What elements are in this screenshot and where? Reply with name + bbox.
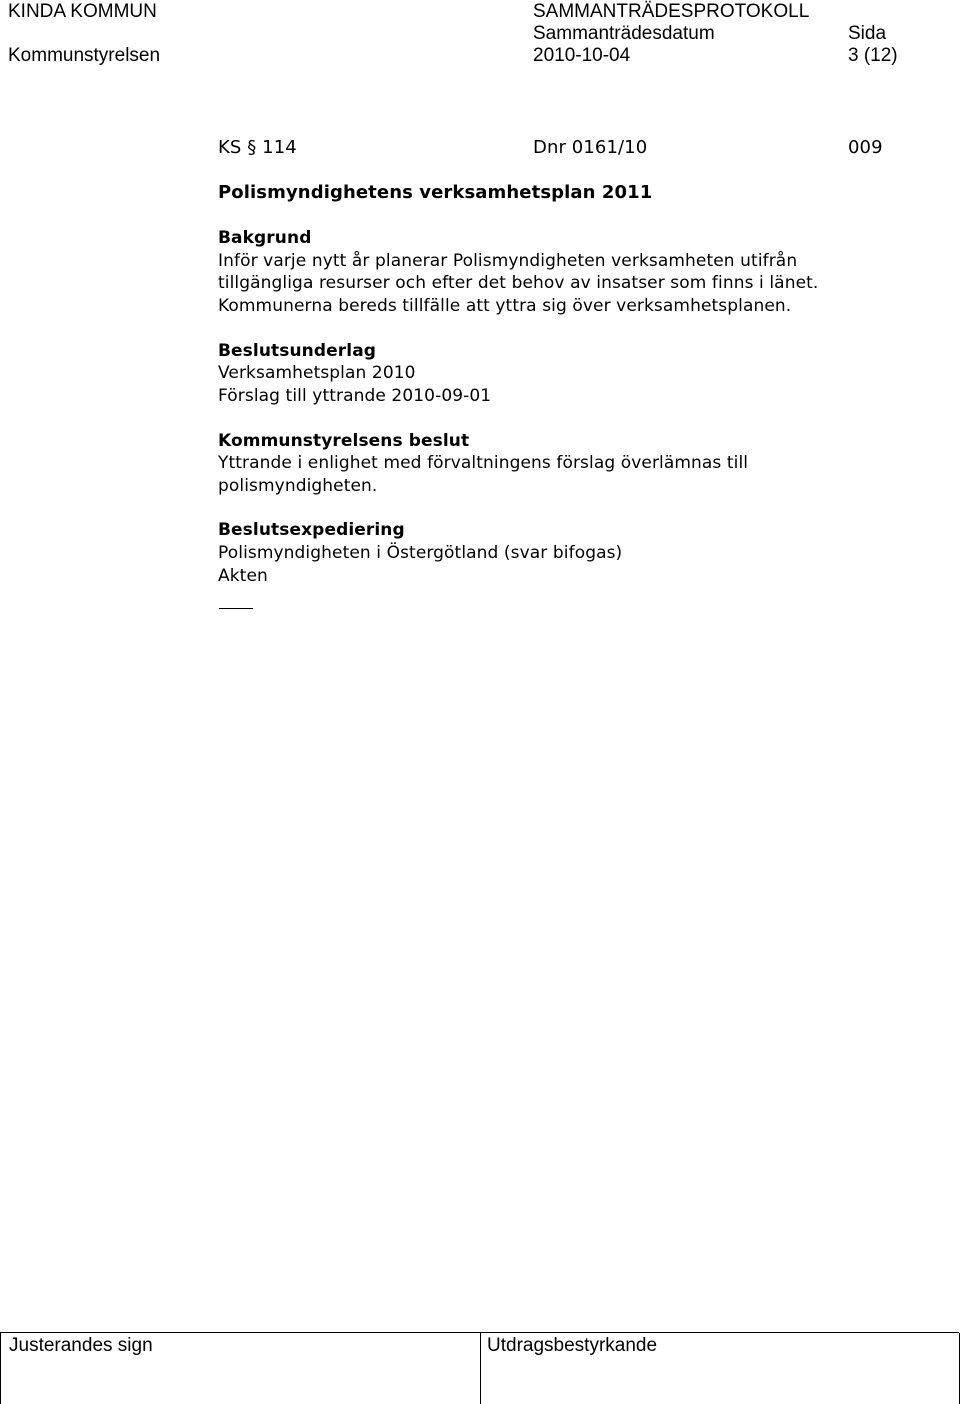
municipality-name: KINDA KOMMUN (8, 1, 157, 22)
dispatch-item-2: Akten (218, 566, 268, 586)
page-number: 3 (12) (848, 45, 898, 66)
decision-line-1: Yttrande i enlighet med förvaltningens förslag överlämnas till (218, 453, 749, 473)
dispatch-item-1: Polismyndigheten i Östergötland (svar bifogas) (218, 543, 623, 563)
meeting-date: 2010-10-04 (533, 45, 631, 66)
case-paragraph: KS § 114 (218, 137, 297, 158)
case-code: 009 (848, 137, 883, 158)
certification-label: Utdragsbestyrkande (487, 1335, 658, 1356)
protocol-title: SAMMANTRÄDESPROTOKOLL (533, 1, 810, 22)
end-rule (219, 608, 253, 609)
case-dnr: Dnr 0161/10 (533, 137, 648, 158)
adjuster-sign-cell (0, 1333, 481, 1404)
background-heading: Bakgrund (218, 228, 312, 248)
meeting-date-label: Sammanträdesdatum (533, 23, 715, 44)
background-line-1: Inför varje nytt år planerar Polismyndigheten verksamheten utifrån (218, 251, 798, 271)
dispatch-heading: Beslutsexpediering (218, 520, 405, 540)
decision-line-2: polismyndigheten. (218, 476, 378, 496)
background-line-2: tillgängliga resurser och efter det behov av insatser som finns i länet. (218, 273, 819, 293)
case-title: Polismyndighetens verksamhetsplan 2011 (218, 182, 653, 203)
background-line-3: Kommunerna bereds tillfälle att yttra sig över verksamhetsplanen. (218, 296, 792, 316)
adjuster-sign-label: Justerandes sign (9, 1335, 153, 1356)
page-label: Sida (848, 23, 887, 44)
committee-name: Kommunstyrelsen (8, 45, 161, 66)
decision-basis-item-2: Förslag till yttrande 2010-09-01 (218, 386, 492, 406)
decision-basis-item-1: Verksamhetsplan 2010 (218, 363, 416, 383)
certification-cell (480, 1333, 960, 1404)
decision-basis-heading: Beslutsunderlag (218, 341, 377, 361)
decision-heading: Kommunstyrelsens beslut (218, 431, 470, 451)
footer-signature-box (0, 1332, 959, 1404)
